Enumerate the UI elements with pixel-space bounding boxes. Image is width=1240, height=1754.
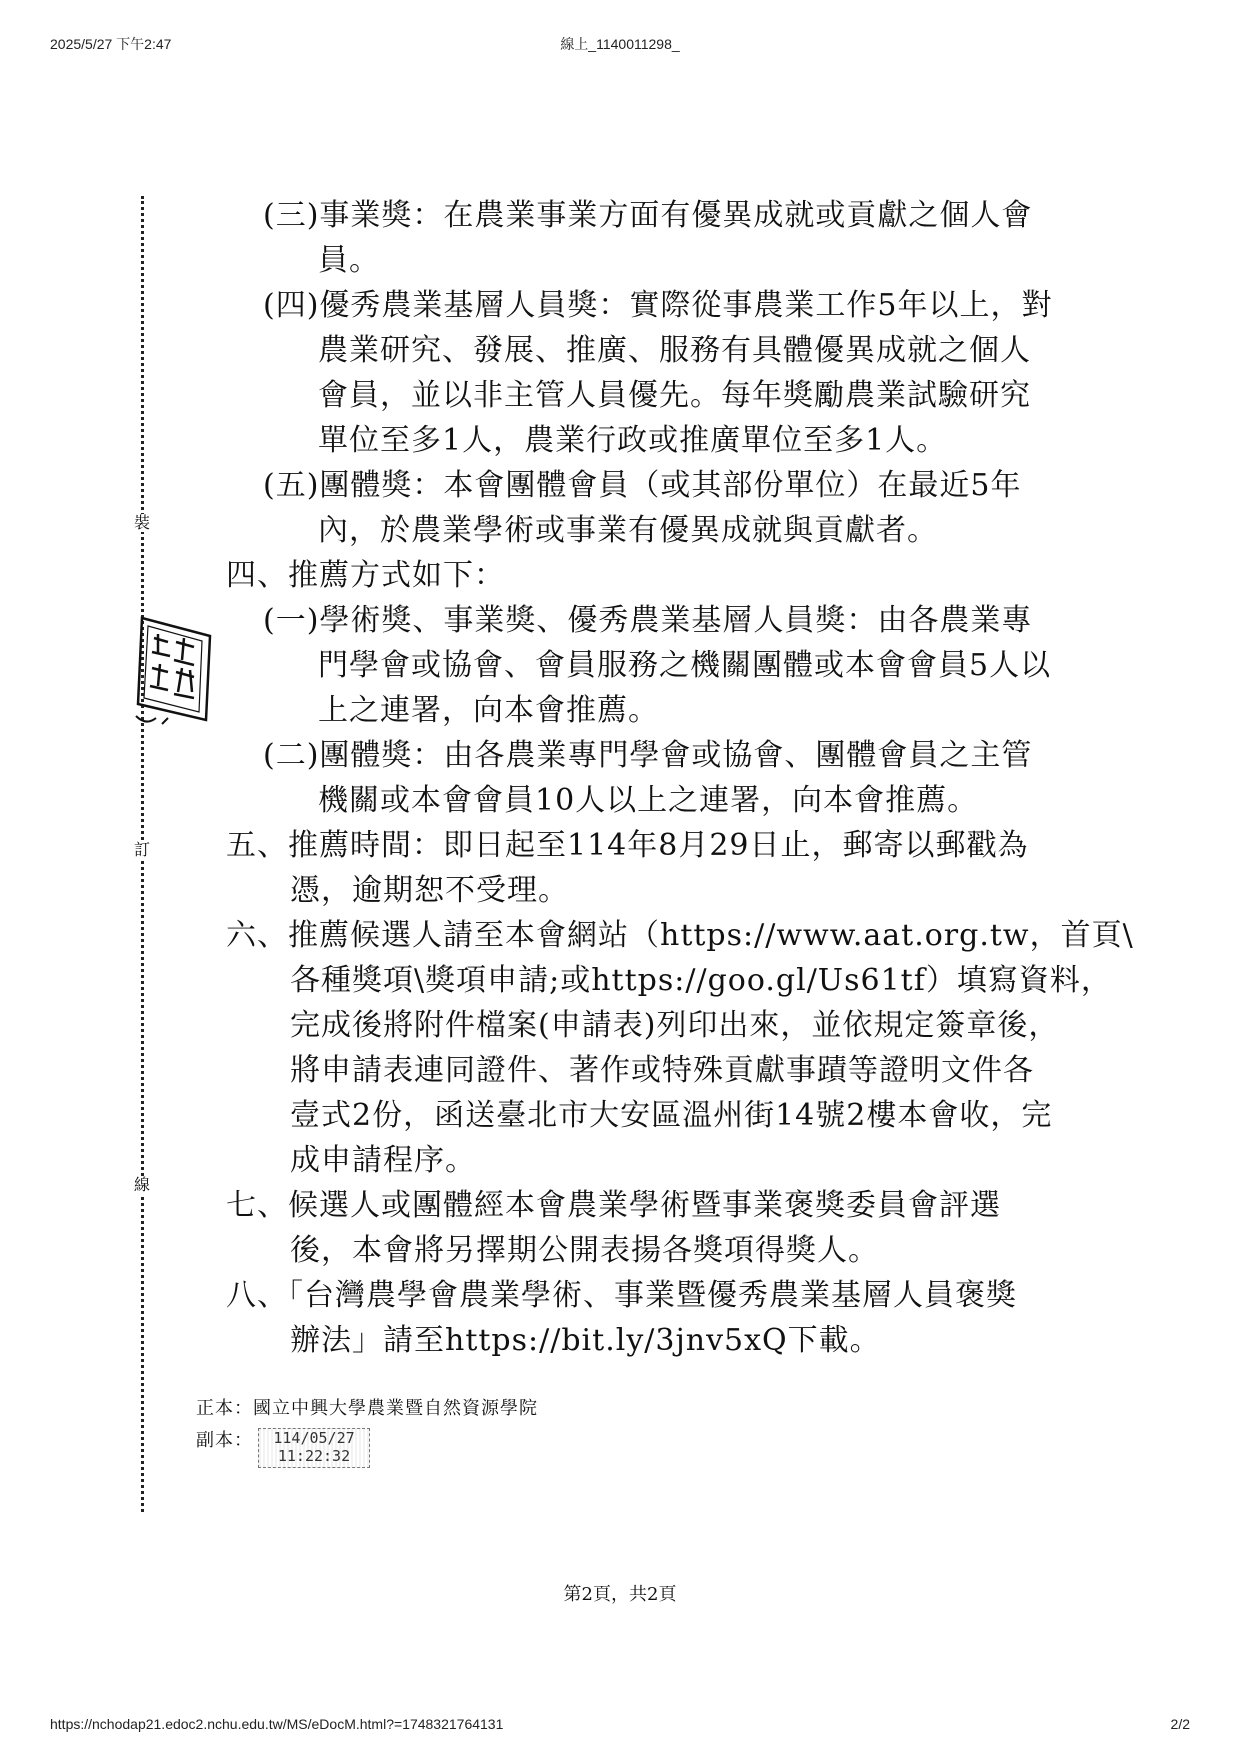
section-4-item-1-line-1: (一)學術獎、事業獎、優秀農業基層人員獎：由各農業專 [263,603,1033,638]
stamp-time: 11:22:32 [277,1447,351,1465]
item-4-line-3: 會員，並以非主管人員優先。每年獎勵農業試驗研究 [318,378,1031,413]
section-6-line-5: 壹式2份，函送臺北市大安區溫州街14號2樓本會收，完 [290,1098,1053,1133]
page-number: 第2頁，共2頁 [563,1584,677,1605]
cc-primary-label: 正本： [196,1398,253,1419]
print-url: https://nchodap21.edoc2.nchu.edu.tw/MS/eDocM.html?=1748321764131 [50,1716,504,1732]
item-4-line-2: 農業研究、發展、推廣、服務有具體優異成就之個人 [318,333,1031,368]
item-4-line-4: 單位至多1人，農業行政或推廣單位至多1人。 [318,423,948,458]
section-5-line-2: 憑，逾期恕不受理。 [290,873,569,908]
print-datetime: 2025/5/27 下午2:47 [50,36,172,52]
item-5-line-2: 內，於農業學術或事業有優異成就與貢獻者。 [318,513,938,548]
binding-mark-xian: 線 [134,1175,151,1194]
stamp-date: 114/05/27 [273,1429,355,1447]
seal-stamp [132,608,216,732]
receipt-date-stamp [258,1428,370,1468]
item-5-line-1: (五)團體獎：本會團體會員（或其部份單位）在最近5年 [263,468,1022,503]
item-3-line-1: (三)事業獎：在農業事業方面有優異成就或貢獻之個人會 [263,198,1033,233]
section-4-item-1-line-2: 門學會或協會、會員服務之機關團體或本會會員5人以 [318,648,1052,683]
item-4-line-1: (四)優秀農業基層人員獎：實際從事農業工作5年以上，對 [263,288,1053,323]
section-7-line-1: 七、候選人或團體經本會農業學術暨事業褒獎委員會評選 [226,1188,1001,1223]
section-8-line-1: 八、「台灣農學會農業學術、事業暨優秀農業基層人員褒獎 [226,1278,1017,1313]
section-6-line-1: 六、推薦候選人請至本會網站（https://www.aat.org.tw，首頁\ [226,918,1134,953]
section-6-line-2: 各種獎項\獎項申請;或https://goo.gl/Us61tf）填寫資料， [290,963,1112,998]
section-6-line-4: 將申請表連同證件、著作或特殊貢獻事蹟等證明文件各 [290,1053,1034,1088]
section-4-title: 四、推薦方式如下： [226,558,505,593]
cc-primary [196,1394,538,1420]
cc-copy-label: 副本： [196,1430,253,1451]
cc-primary-recipient: 國立中興大學農業暨自然資源學院 [253,1398,538,1419]
item-3-line-2: 員。 [318,243,380,278]
section-4-item-2-line-1: (二)團體獎：由各農業專門學會或協會、團體會員之主管 [263,738,1033,773]
print-title: 線上_1140011298_ [560,36,680,52]
section-4-item-1-line-3: 上之連署，向本會推薦。 [318,693,659,728]
section-5-line-1: 五、推薦時間：即日起至114年8月29日止，郵寄以郵戳為 [226,828,1029,863]
binding-mark-zhuang: 裝 [134,513,151,532]
section-6-line-3: 完成後將附件檔案(申請表)列印出來，並依規定簽章後， [290,1008,1060,1043]
section-7-line-2: 後，本會將另擇期公開表揚各獎項得獎人。 [290,1233,879,1268]
print-page-count: 2/2 [1170,1716,1190,1732]
section-8-line-2: 辦法」請至https://bit.ly/3jnv5xQ下載。 [290,1323,881,1358]
section-4-item-2-line-2: 機關或本會會員10人以上之連署，向本會推薦。 [318,783,979,818]
section-6-line-6: 成申請程序。 [290,1143,476,1178]
binding-mark-ding: 訂 [134,840,151,859]
